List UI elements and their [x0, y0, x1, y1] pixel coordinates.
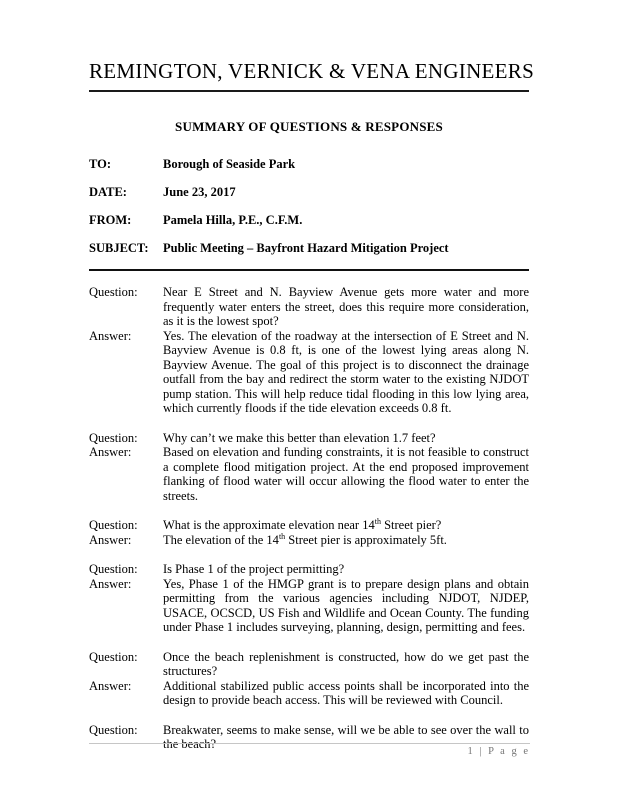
qa-item [89, 285, 529, 416]
memo-field-value: June 23, 2017 [163, 185, 236, 199]
question-label: Question: [89, 649, 138, 664]
answer-row [89, 329, 529, 416]
ordinal-superscript: th [278, 531, 286, 541]
footer-rule [89, 743, 530, 744]
memo-field-label: FROM: [89, 213, 132, 227]
question-row [89, 285, 529, 329]
answer-label: Answer: [89, 576, 132, 591]
qa-item [89, 431, 529, 504]
question-row [89, 518, 529, 533]
memo-field-from [89, 213, 529, 228]
memo-field-label: DATE: [89, 185, 127, 199]
question-label: Question: [89, 722, 138, 737]
question-text: Is Phase 1 of the project permitting? [163, 562, 345, 576]
answer-text-pre: The elevation of the 14 [163, 532, 279, 547]
memo-field-value: Public Meeting – Bayfront Hazard Mitigation Project [163, 241, 449, 255]
memo-field-value: Borough of Seaside Park [163, 157, 296, 171]
document-title: SUMMARY OF QUESTIONS & RESPONSES [175, 119, 443, 134]
memo-field-subject [89, 241, 529, 256]
question-text: Breakwater, seems to make sense, will we be able to see over the wall to the beach? [163, 722, 529, 751]
ordinal-superscript: th [374, 516, 381, 526]
question-text-pre: What is the approximate elevation near 14 [163, 518, 375, 532]
memo-field-date [89, 185, 529, 200]
question-label: Question: [89, 562, 138, 576]
question-row [89, 650, 529, 679]
question-text: Near E Street and N. Bayview Avenue gets more water and more frequently water enters the street, does this require more consideration, as it is the lowest spot? [163, 285, 529, 328]
question-text: Once the beach replenishment is constructed, how do we get past the structures? [163, 649, 529, 678]
answer-label: Answer: [89, 678, 132, 693]
answer-text: Yes. The elevation of the roadway at the intersection of E Street and N. Bayview Avenue is 0.8 ft, is one of the lowest lying areas along N. Bayview Avenue. The goal of this project is to disconnect the drainage outfall from the bay and redirect the storm water to the existing NJDOT pump station. This will help reduce tidal flooding in this low lying area, which currently floods if the tide elevation exceeds 0.8 ft. [163, 328, 529, 415]
question-text-post: Street pier? [380, 518, 442, 532]
answer-text-post: Street pier is approximately 5ft. [285, 532, 447, 547]
question-row [89, 562, 529, 577]
question-row [89, 431, 529, 446]
header-divider [89, 269, 529, 271]
page-number: 1 | P a g e [467, 746, 530, 757]
answer-row [89, 679, 529, 708]
answer-row [89, 577, 529, 635]
answer-text: Based on elevation and funding constraints, it is not feasible to construct a complete flood mitigation project. At the end proposed improvement flanking of flood water will occur allowing the flood water to enter the streets. [163, 445, 529, 503]
answer-text: Additional stabilized public access points shall be incorporated into the design to provide beach access. This will be reviewed with Council. [163, 678, 529, 707]
page-footer [89, 743, 530, 757]
answer-label: Answer: [89, 328, 132, 343]
qa-section [89, 285, 529, 752]
qa-item [89, 562, 529, 635]
memo-field-label: TO: [89, 157, 111, 171]
question-text: Why can’t we make this better than elevation 1.7 feet? [163, 430, 436, 445]
memo-header [89, 157, 529, 256]
qa-item [89, 650, 529, 708]
memo-field-value: Pamela Hilla, P.E., C.F.M. [163, 213, 303, 227]
memo-field-to [89, 157, 529, 172]
answer-text [163, 533, 529, 548]
question-label: Question: [89, 518, 138, 532]
memo-field-label: SUBJECT: [89, 241, 149, 255]
question-text [163, 518, 529, 533]
qa-item [89, 518, 529, 547]
answer-row [89, 445, 529, 503]
answer-text: Yes, Phase 1 of the HMGP grant is to prepare design plans and obtain permitting from the various agencies including NJDOT, NJDEP, USACE, OCSCD, US Fish and Wildlife and Ocean County. The funding under Phase 1 includes surveying, planning, design, permitting and fees. [163, 576, 529, 634]
company-letterhead: REMINGTON, VERNICK & VENA ENGINEERS [89, 58, 529, 92]
question-label: Question: [89, 285, 138, 299]
question-label: Question: [89, 430, 138, 445]
answer-label: Answer: [89, 532, 132, 547]
answer-label: Answer: [89, 445, 132, 459]
answer-row [89, 533, 529, 548]
